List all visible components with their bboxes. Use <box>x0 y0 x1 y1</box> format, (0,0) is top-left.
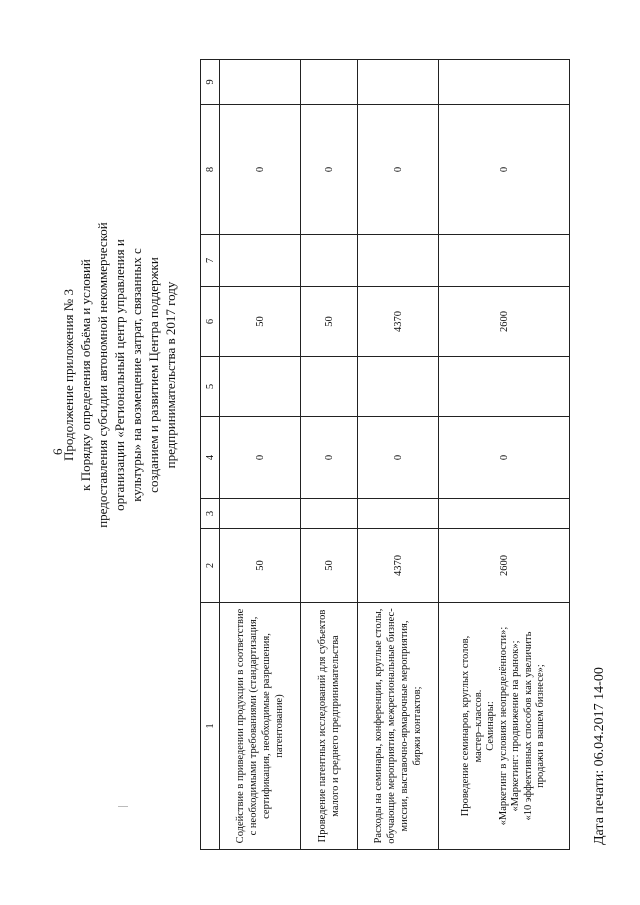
cell-value: 2600 <box>439 287 570 357</box>
heading-line: предоставления субсидии автономной некоммерческой <box>95 222 110 528</box>
column-header: 3 <box>201 499 220 529</box>
appendix-heading <box>60 45 179 705</box>
cell-value: 4370 <box>358 287 439 357</box>
cell-value: 0 <box>439 105 570 235</box>
row-description: Содействие в приведении продукции в соответствие с необходимыми требованиями (стандартизация, сертификация, необходимые разрешения, патентование) <box>220 603 301 850</box>
cell-value: 0 <box>439 417 570 499</box>
heading-line: к Порядку определения объёма и условий <box>78 259 93 491</box>
row-description-line: Семинары: <box>485 701 497 751</box>
table-row <box>301 60 358 850</box>
cell-value <box>301 357 358 417</box>
cell-value: 0 <box>220 105 301 235</box>
row-description <box>439 603 570 850</box>
cell-value: 0 <box>358 417 439 499</box>
row-description: Проведение патентных исследований для субъектов малого и среднего предпринимательства <box>301 603 358 850</box>
cell-value: 0 <box>220 417 301 499</box>
cell-value: 0 <box>301 105 358 235</box>
page-number: 6 <box>50 448 65 455</box>
cell-value: 4370 <box>358 529 439 603</box>
expense-table <box>200 59 570 850</box>
cell-value <box>439 499 570 529</box>
column-header: 6 <box>201 287 220 357</box>
cell-value <box>439 357 570 417</box>
heading-line: созданием и развитием Центра поддержки <box>146 257 161 493</box>
cell-value <box>358 235 439 287</box>
cell-value <box>220 499 301 529</box>
row-description-line: продажи в вашем бизнесе»; <box>535 664 547 788</box>
heading-line: организации «Региональный центр управления и <box>112 239 127 511</box>
table-row <box>358 60 439 850</box>
cell-value <box>439 235 570 287</box>
scan-mark <box>118 806 128 807</box>
table-header-row <box>201 60 220 850</box>
column-header: 2 <box>201 529 220 603</box>
cell-value <box>301 235 358 287</box>
cell-value <box>220 60 301 105</box>
heading-line: предпринимательства в 2017 году <box>163 281 178 469</box>
cell-value: 0 <box>358 105 439 235</box>
table-row <box>439 60 570 850</box>
heading-line: Продолжение приложения № 3 <box>61 289 76 461</box>
column-header: 4 <box>201 417 220 499</box>
column-header: 1 <box>201 603 220 850</box>
row-description: Расходы на семинары, конференции, круглые столы, обучающие мероприятия, межрегиональные бизнес-миссии, выставочно-ярмарочные мероприятия, биржи контактов; <box>358 603 439 850</box>
cell-value <box>439 60 570 105</box>
cell-value <box>358 357 439 417</box>
column-header: 9 <box>201 60 220 105</box>
column-header: 7 <box>201 235 220 287</box>
cell-value <box>301 60 358 105</box>
column-header: 5 <box>201 357 220 417</box>
cell-value <box>358 499 439 529</box>
cell-value: 50 <box>220 529 301 603</box>
cell-value <box>220 235 301 287</box>
row-description-line: «Маркетинг в условиях неопределённости»; <box>497 626 509 826</box>
cell-value: 2600 <box>439 529 570 603</box>
row-description-line: «Маркетинг: продвижение на рынок»; <box>510 640 522 812</box>
row-description-line: мастер–классов. <box>472 689 484 763</box>
print-date: Дата печати: 06.04.2017 14-00 <box>592 667 607 845</box>
cell-value <box>220 357 301 417</box>
row-description-line: «10 эффективных способов как увеличить <box>522 631 534 821</box>
table-row <box>220 60 301 850</box>
cell-value: 50 <box>301 529 358 603</box>
cell-value: 50 <box>301 287 358 357</box>
column-header: 8 <box>201 105 220 235</box>
heading-line: культуры» на возмещение затрат, связанных с <box>129 248 144 502</box>
cell-value <box>358 60 439 105</box>
cell-value: 50 <box>220 287 301 357</box>
cell-value: 0 <box>301 417 358 499</box>
row-description-line: Проведение семинаров, круглых столов, <box>460 635 472 817</box>
cell-value <box>301 499 358 529</box>
